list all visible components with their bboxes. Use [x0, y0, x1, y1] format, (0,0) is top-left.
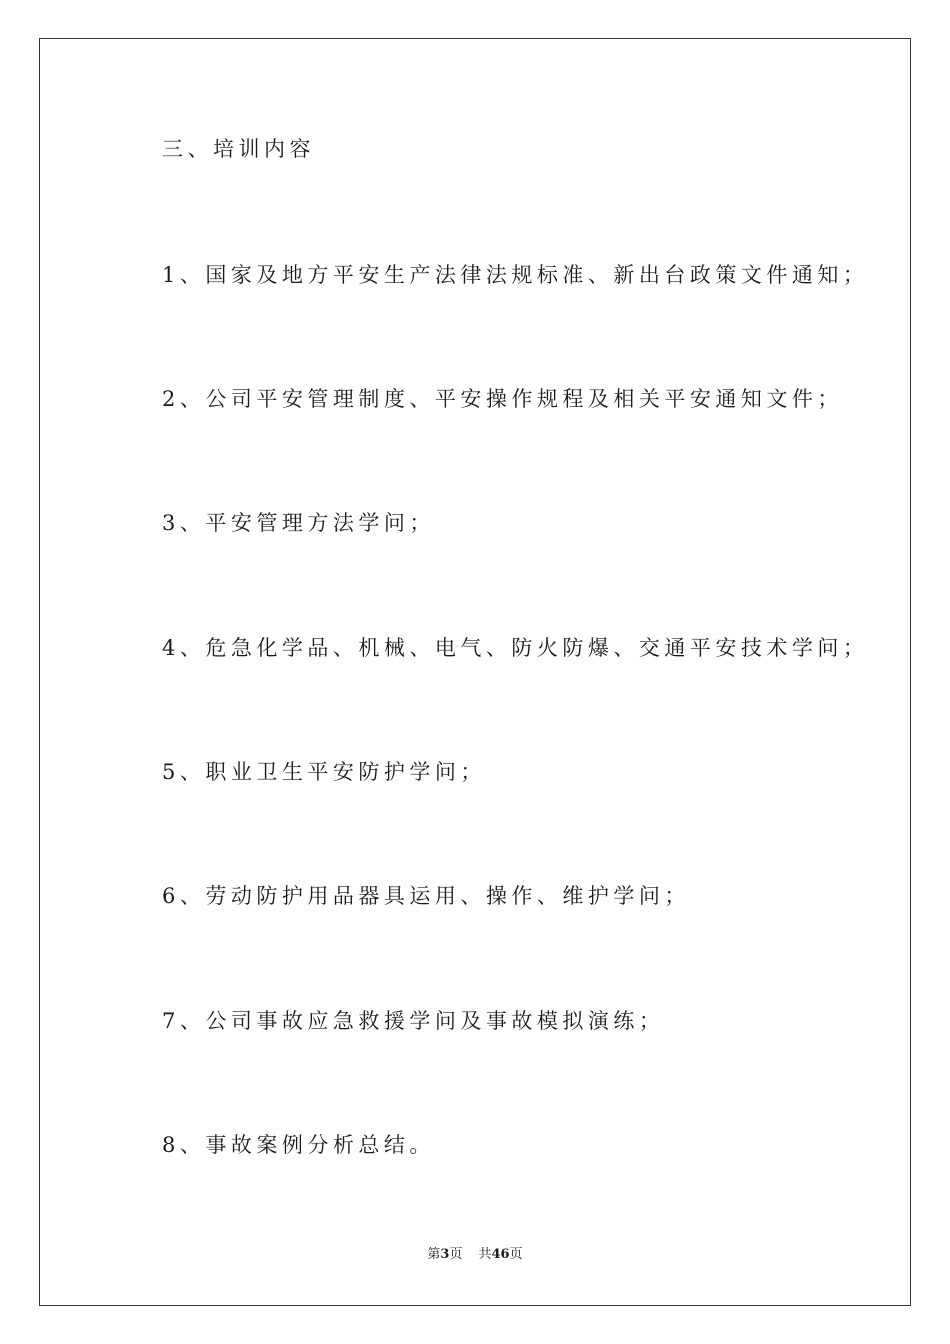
- page-border: [39, 38, 911, 1306]
- page-footer: [0, 1246, 950, 1264]
- list-item: 4、危急化学品、机械、电气、防火防爆、交通平安技术学问；: [162, 636, 869, 660]
- total-pages: 46: [491, 1247, 510, 1262]
- list-item: 8、事故案例分析总结。: [162, 1133, 435, 1157]
- list-item: 2、公司平安管理制度、平安操作规程及相关平安通知文件；: [162, 387, 843, 411]
- total-suffix: 页: [509, 1247, 523, 1262]
- list-item: 1、国家及地方平安生产法律法规标准、新出台政策文件通知；: [162, 263, 869, 287]
- page-prefix: 第: [427, 1247, 441, 1262]
- section-heading: 三、培训内容: [162, 137, 315, 161]
- page-number: 3: [440, 1247, 450, 1262]
- list-item: 6、劳动防护用品器具运用、操作、维护学问；: [162, 884, 690, 908]
- list-item: 5、职业卫生平安防护学问；: [162, 760, 486, 784]
- list-item: 3、平安管理方法学问；: [162, 511, 435, 535]
- page-suffix: 页: [449, 1247, 463, 1262]
- list-item: 7、公司事故应急救援学问及事故模拟演练；: [162, 1009, 665, 1033]
- total-prefix: 共: [478, 1247, 492, 1262]
